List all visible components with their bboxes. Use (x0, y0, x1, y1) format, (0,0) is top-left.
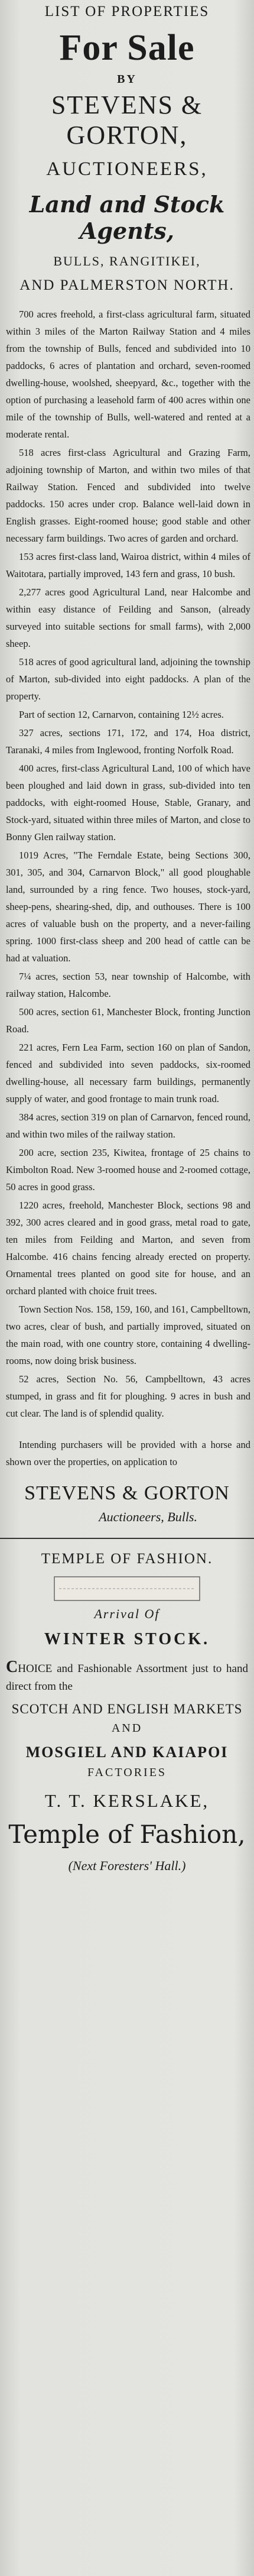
listing: 7¼ acres, section 53, near township of Halcombe, with railway station, Halcombe. (6, 971, 250, 999)
proprietor-name: T. T. KERSLAKE, (44, 1790, 210, 1811)
listing: 500 acres, section 61, Manchester Block, fronting Junction Road. (6, 1006, 250, 1035)
listing: 153 acres first-class land, Wairoa district, within 4 miles of Waitotara, partially improved, 143 fern and grass, 10 bush. (6, 551, 250, 579)
footer-firm: STEVENS & GORTON (24, 1482, 230, 1504)
divider (0, 1538, 254, 1539)
listing: 518 acres first-class Agricultural and Grazing Farm, adjoining township of Marton, and within two miles of that Railway Station. Fenced and subdivided into twelve paddocks. 150 acres under crop. Balance well-laid down in English grasses. Eight-roomed house; good stable and other necessary farm buildings. Two acres of garden and orchard. (6, 447, 250, 544)
auctioneers-label: AUCTIONEERS, (46, 158, 208, 180)
listing: 400 acres, first-class Agricultural Land, 100 of which have been ploughed and laid down in grass, sub-divided into ten paddocks, with eight-roomed House, Stable, Granary, and Stock-yard, situated within three miles of Marton, and close to Bonny Glen railway station. (6, 763, 250, 843)
list-header: LIST OF PROPERTIES (44, 4, 210, 20)
listing: 518 acres of good agricultural land, adjoining the township of Marton, sub-divided into eight paddocks. A plan of the property. (6, 656, 250, 702)
listing: 327 acres, sections 171, 172, and 174, Hoa district, Taranaki, 4 miles from Inglewood, fronting Norfolk Road. (6, 727, 250, 756)
choice-body: HOICE and Fashionable Assortment just to hand direct from the (6, 1663, 248, 1693)
drop-cap: C (6, 1658, 18, 1676)
listing: 221 acres, Fern Lea Farm, section 160 on plan of Sandon, fenced and subdivided into seven paddocks, six-roomed dwelling-house, all necessary farm buildings, permanently supply of water, and good frontage to main trunk road. (6, 1042, 250, 1104)
for-sale-heading: For Sale (59, 28, 195, 68)
factories-label: FACTORIES (87, 1766, 167, 1779)
listing: 1220 acres, freehold, Manchester Block, sections 98 and 392, 300 acres cleared and in good grass, metal road to gate, ten miles from Feilding and Marton, and seven from Halcombe. 416 chains fencing already erected on property. Ornamental trees planted on good site for house, and an orchard planted with choice fruit trees. (6, 1200, 250, 1297)
agents-label: Land and Stock Agents, (29, 191, 225, 244)
listing: Town Section Nos. 158, 159, 160, and 161, Campbelltown, two acres, clear of bush, and partially improved, situated on the main road, with one country store, containing 4 dwelling-rooms, now doing brisk business. (6, 1304, 250, 1366)
listing: 1019 Acres, "The Ferndale Estate, being Sections 300, 301, 305, and 304, Carnarvon Block," all good ploughable land, surrounded by a ring fence. Two houses, stock-yard, sheep-pens, shearing-shed, dip, and outhouses. There is 100 acres of valuable bush on the property, and a never-failing spring. 1000 first-class sheep and 200 head of cattle can be had at valuation. (6, 850, 250, 964)
winter-stock-heading: WINTER STOCK. (44, 1630, 210, 1648)
temple-heading: TEMPLE OF FASHION. (41, 1551, 213, 1567)
mosgiel-line: MOSGIEL AND KAIAPOI (25, 1744, 229, 1761)
address-note: (Next Foresters' Hall.) (68, 1858, 186, 1873)
listing: 700 acres freehold, a first-class agricultural farm, situated within 3 miles of the Marton Railway Station and 4 miles from the township of Bulls, fenced and subdivided into 10 paddocks, 6 acres of plantation and orchard, seven-roomed dwelling-house, woolshed, sheepyard, &c., together with the option of purchasing a leasehold farm of 400 acres within one mile of the township of Bulls, well-watered and rented at a moderate rental. (6, 309, 250, 440)
choice-text (6, 1658, 248, 1696)
footer-signature: Auctioneers, Bulls. (99, 1509, 197, 1524)
listings (0, 294, 254, 1470)
listing: 2,277 acres good Agricultural Land, near Halcombe and within easy distance of Feilding and Sanson, (already surveyed into suitable sections for small farms), with 2,000 sheep. (6, 587, 250, 649)
listing: 200 acre, section 235, Kiwitea, frontage of 25 chains to Kimbolton Road. New 3-roomed house and 2-roomed cottage, 50 acres in good grass. (6, 1147, 250, 1193)
listing: 52 acres, Section No. 56, Campbelltown, 43 acres stumped, in grass and fit for ploughing. 9 acres in bush and cut clear. The land is of splendid quality. (6, 1373, 250, 1419)
listing: 384 acres, section 319 on plan of Carnarvon, fenced round, and within two miles of the railway station. (6, 1112, 250, 1140)
arrival-label: Arrival Of (94, 1606, 160, 1621)
listing: Part of section 12, Carnarvon, containing 12½ acres. (19, 709, 224, 720)
stamp-graphic (53, 1576, 201, 1602)
location-line-2: AND PALMERSTON NORTH. (19, 277, 235, 293)
temple-name: Temple of Fashion, (8, 1820, 246, 1849)
by-label: BY (117, 73, 137, 86)
location-line-1: BULLS, RANGITIKEI, (53, 254, 201, 268)
firm-name: STEVENS & GORTON, (51, 90, 203, 150)
markets-line: SCOTCH AND ENGLISH MARKETS (11, 1702, 243, 1716)
and-label: AND (111, 1722, 143, 1735)
intending-purchasers-note: Intending purchasers will be provided with a horse and shown over the properties, on application to (6, 1439, 250, 1467)
